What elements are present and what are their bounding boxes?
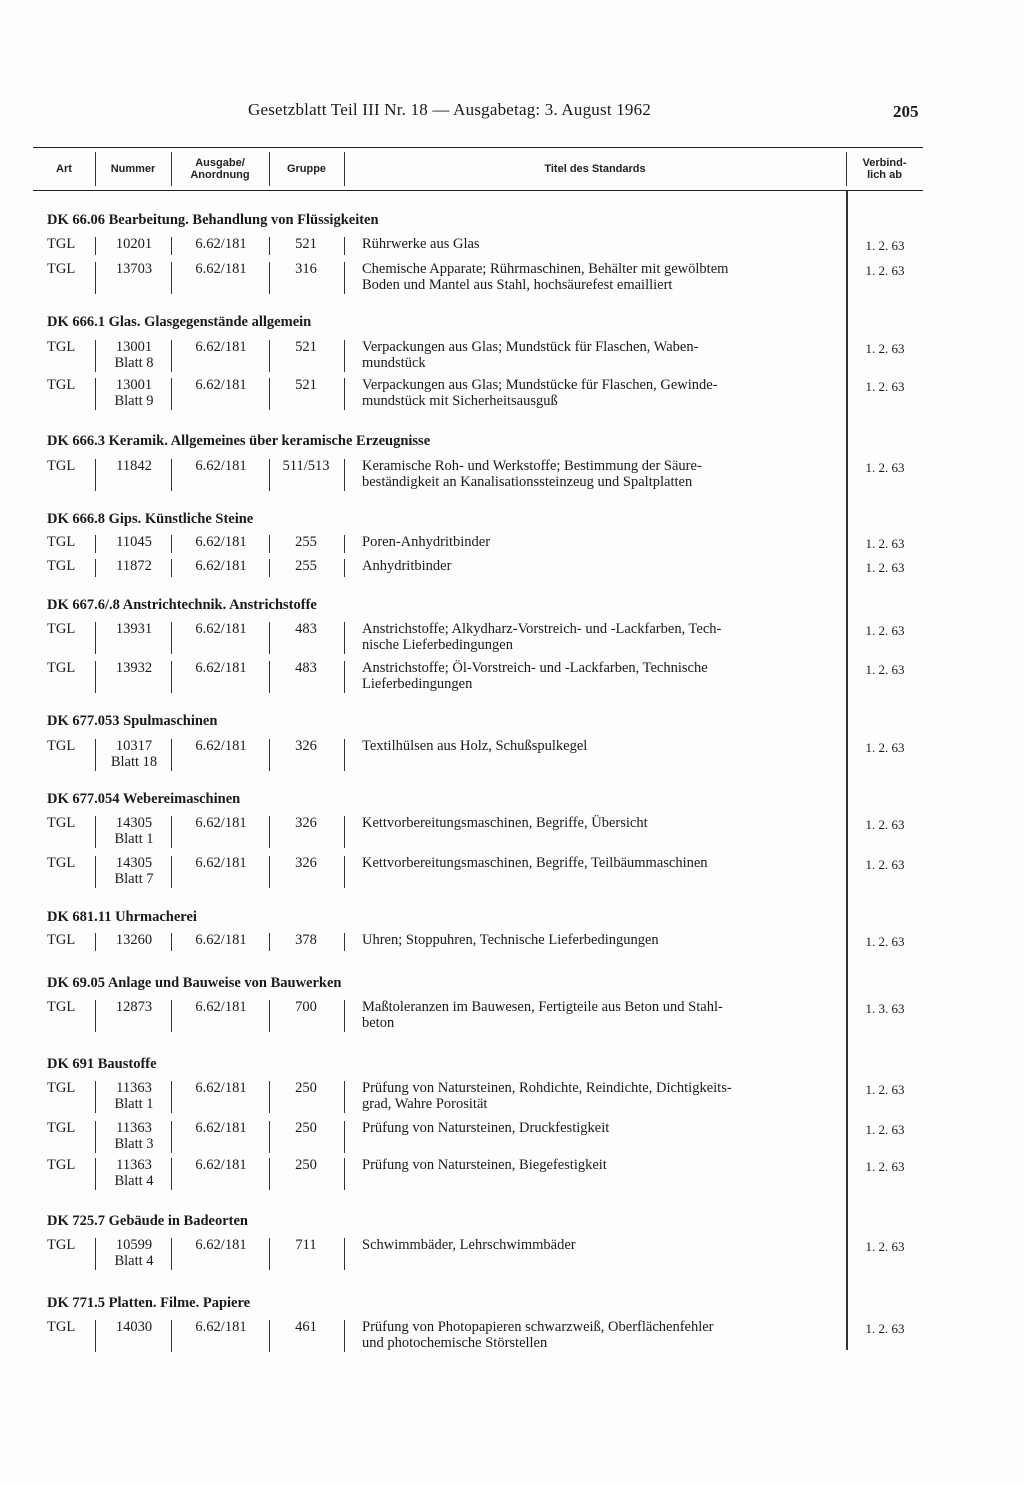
nummer-cell [98, 377, 170, 409]
titel-cell [362, 1157, 840, 1173]
ausgabe-cell: 6.62/181 [195, 377, 247, 393]
verbindlich-date: 1. 3. 63 [865, 1001, 905, 1016]
titel-line-2: Boden und Mantel aus Stahl, hochsäurefest emailliert [362, 277, 673, 293]
section-heading: DK 677.053 Spulmaschinen [47, 713, 218, 729]
gruppe-cell: 483 [295, 660, 317, 676]
titel-line-1: Poren-Anhydritbinder [362, 534, 491, 550]
column-divider [95, 739, 96, 771]
titel-cell [362, 236, 840, 252]
gruppe-cell: 250 [295, 1120, 317, 1136]
column-divider [269, 340, 270, 372]
titel-cell [362, 815, 840, 831]
page-title: Gesetzblatt Teil III Nr. 18 — Ausgabetag: 3. August 1962 [248, 100, 651, 119]
gruppe-cell: 326 [295, 738, 317, 754]
ausgabe-cell: 6.62/181 [195, 236, 247, 252]
column-divider [344, 1000, 345, 1032]
column-header-nummer: Nummer [110, 163, 156, 175]
nummer-cell [98, 339, 170, 371]
column-divider [269, 856, 270, 888]
titel-cell [362, 339, 840, 371]
nummer-value: 11363 [116, 1120, 152, 1136]
titel-line-1: Verpackungen aus Glas; Mundstück für Flaschen, Waben- [362, 339, 699, 355]
art-cell: TGL [47, 738, 76, 754]
nummer-cell [98, 815, 170, 847]
section-heading: DK 681.11 Uhrmacherei [47, 909, 197, 925]
nummer-value: 13001 [115, 377, 153, 393]
art-cell: TGL [47, 621, 76, 637]
nummer-value: 11363 [116, 1080, 152, 1096]
column-divider [171, 1238, 172, 1270]
column-divider [171, 661, 172, 693]
nummer-cell [98, 261, 170, 277]
column-divider [344, 933, 345, 951]
section-heading: DK 667.6/.8 Anstrichtechnik. Anstrichstoffe [47, 597, 317, 613]
verbindlich-date: 1. 2. 63 [865, 536, 905, 551]
blatt-value: Blatt 9 [114, 393, 154, 409]
column-divider [95, 1238, 96, 1270]
section-heading: DK 691 Baustoffe [47, 1056, 157, 1072]
nummer-value: 14305 [115, 855, 153, 871]
nummer-cell [98, 1157, 170, 1189]
nummer-cell [98, 660, 170, 676]
column-divider [344, 816, 345, 848]
blatt-value: Blatt 1 [114, 1096, 154, 1112]
verbindlich-date: 1. 2. 63 [865, 857, 905, 872]
column-divider [269, 933, 270, 951]
nummer-cell [98, 458, 170, 474]
titel-line-1: Anhydritbinder [362, 558, 452, 574]
nummer-value: 12873 [115, 999, 153, 1015]
column-divider [269, 1158, 270, 1190]
titel-cell [362, 621, 840, 653]
titel-cell [362, 1120, 840, 1136]
titel-line-1: Prüfung von Natursteinen, Biegefestigkeit [362, 1157, 607, 1173]
column-divider [171, 535, 172, 553]
art-cell: TGL [47, 1080, 76, 1096]
nummer-cell [98, 932, 170, 948]
ausgabe-cell: 6.62/181 [195, 621, 247, 637]
nummer-value: 11872 [116, 558, 152, 574]
titel-line-1: Prüfung von Natursteinen, Druckfestigkeit [362, 1120, 610, 1136]
column-divider [269, 1121, 270, 1153]
art-cell: TGL [47, 236, 76, 252]
titel-cell [362, 1080, 840, 1112]
column-divider [95, 661, 96, 693]
titel-cell [362, 855, 840, 871]
gruppe-cell: 255 [295, 534, 317, 550]
verbindlich-date: 1. 2. 63 [865, 379, 905, 394]
verbindlich-date: 1. 2. 63 [865, 1122, 905, 1137]
nummer-cell [98, 236, 170, 252]
ausgabe-cell: 6.62/181 [195, 1237, 247, 1253]
column-divider [344, 535, 345, 553]
column-divider [269, 1238, 270, 1270]
art-cell: TGL [47, 261, 76, 277]
ausgabe-cell: 6.62/181 [195, 932, 247, 948]
column-divider [171, 1081, 172, 1113]
gruppe-cell: 378 [295, 932, 317, 948]
column-divider [171, 262, 172, 294]
ausgabe-cell: 6.62/181 [195, 815, 247, 831]
column-header-titel: Titel des Standards [544, 163, 646, 175]
column-divider [95, 459, 96, 491]
column-divider [171, 378, 172, 410]
column-divider [171, 622, 172, 654]
column-divider [171, 816, 172, 848]
art-cell: TGL [47, 458, 76, 474]
section-heading: DK 666.8 Gips. Künstliche Steine [47, 511, 254, 527]
titel-cell [362, 660, 840, 692]
art-cell: TGL [47, 339, 76, 355]
section-heading: DK 677.054 Webereimaschinen [47, 791, 241, 807]
column-divider [171, 1000, 172, 1032]
gruppe-cell: 521 [295, 339, 317, 355]
column-divider [95, 1320, 96, 1352]
column-divider [344, 378, 345, 410]
nummer-cell [98, 1120, 170, 1152]
column-divider [269, 816, 270, 848]
art-cell: TGL [47, 815, 76, 831]
nummer-cell [98, 621, 170, 637]
column-divider [344, 459, 345, 491]
nummer-cell [98, 1237, 170, 1269]
gruppe-cell: 700 [295, 999, 317, 1015]
titel-line-1: Prüfung von Natursteinen, Rohdichte, Reindichte, Dichtigkeits- [362, 1080, 732, 1096]
column-divider [95, 816, 96, 848]
blatt-value: Blatt 1 [114, 831, 154, 847]
nummer-value: 13703 [115, 261, 153, 277]
column-divider [171, 933, 172, 951]
titel-cell [362, 558, 840, 574]
art-cell: TGL [47, 1120, 76, 1136]
art-cell: TGL [47, 558, 76, 574]
blatt-value: Blatt 8 [114, 355, 154, 371]
nummer-cell [98, 1319, 170, 1335]
column-divider [344, 1320, 345, 1352]
gruppe-cell: 326 [295, 815, 317, 831]
verbindlich-date: 1. 2. 63 [865, 341, 905, 356]
column-header-verbindlich: Verbind- lich ab [862, 157, 907, 181]
nummer-value: 13932 [115, 660, 153, 676]
column-divider [95, 535, 96, 553]
nummer-cell [98, 738, 170, 770]
column-header-ausgabe: Ausgabe/ Anordnung [190, 157, 250, 181]
gruppe-cell: 521 [295, 236, 317, 252]
titel-line-2: beton [362, 1015, 395, 1031]
titel-line-1: Textilhülsen aus Holz, Schußspulkegel [362, 738, 588, 754]
ausgabe-cell: 6.62/181 [195, 738, 247, 754]
section-heading: DK 69.05 Anlage und Bauweise von Bauwerken [47, 975, 342, 991]
column-divider [269, 661, 270, 693]
column-divider [344, 856, 345, 888]
gruppe-cell: 521 [295, 377, 317, 393]
column-divider [269, 1081, 270, 1113]
column-divider [269, 559, 270, 577]
titel-cell [362, 377, 840, 409]
titel-line-2: mundstück [362, 355, 426, 371]
column-divider [344, 1238, 345, 1270]
column-divider [95, 1081, 96, 1113]
titel-line-2: beständigkeit an Kanalisationssteinzeug und Spaltplatten [362, 474, 693, 490]
art-cell: TGL [47, 932, 76, 948]
verbindlich-date: 1. 2. 63 [865, 1239, 905, 1254]
column-divider [269, 622, 270, 654]
gruppe-cell: 316 [295, 261, 317, 277]
nummer-value: 13931 [115, 621, 153, 637]
titel-cell [362, 534, 840, 550]
titel-cell [362, 1319, 840, 1351]
verbindlich-date: 1. 2. 63 [865, 623, 905, 638]
nummer-value: 13260 [115, 932, 153, 948]
titel-line-1: Verpackungen aus Glas; Mundstücke für Flaschen, Gewinde- [362, 377, 718, 393]
column-divider [171, 559, 172, 577]
column-divider [95, 378, 96, 410]
column-divider [95, 340, 96, 372]
titel-line-1: Keramische Roh- und Werkstoffe; Bestimmung der Säure- [362, 458, 702, 474]
titel-cell [362, 458, 840, 490]
ausgabe-cell: 6.62/181 [195, 558, 247, 574]
nummer-cell [98, 534, 170, 550]
titel-line-2: und photochemische Störstellen [362, 1335, 548, 1351]
titel-line-1: Rührwerke aus Glas [362, 236, 480, 252]
section-heading: DK 666.3 Keramik. Allgemeines über keramische Erzeugnisse [47, 433, 431, 449]
titel-line-1: Prüfung von Photopapieren schwarzweiß, Oberflächenfehler [362, 1319, 714, 1335]
verbindlich-date: 1. 2. 63 [865, 460, 905, 475]
verbindlich-date: 1. 2. 63 [865, 740, 905, 755]
nummer-value: 10317 [115, 738, 153, 754]
verbindlich-date: 1. 2. 63 [865, 238, 905, 253]
ausgabe-cell: 6.62/181 [195, 855, 247, 871]
titel-cell [362, 932, 840, 948]
nummer-cell [98, 855, 170, 887]
art-cell: TGL [47, 999, 76, 1015]
blatt-value: Blatt 3 [114, 1136, 154, 1152]
nummer-value: 14030 [115, 1319, 153, 1335]
art-cell: TGL [47, 660, 76, 676]
art-cell: TGL [47, 1319, 76, 1335]
nummer-value: 13001 [115, 339, 153, 355]
ausgabe-cell: 6.62/181 [195, 261, 247, 277]
nummer-value: 14305 [115, 815, 153, 831]
verbindlich-date: 1. 2. 63 [865, 817, 905, 832]
ausgabe-cell: 6.62/181 [195, 1157, 247, 1173]
art-cell: TGL [47, 1157, 76, 1173]
section-heading: DK 66.06 Bearbeitung. Behandlung von Flüssigkeiten [47, 212, 379, 228]
column-divider [269, 262, 270, 294]
nummer-value: 11045 [116, 534, 152, 550]
blatt-value: Blatt 18 [110, 754, 158, 770]
gruppe-cell: 461 [295, 1319, 317, 1335]
column-divider [344, 262, 345, 294]
column-divider [171, 739, 172, 771]
art-cell: TGL [47, 377, 76, 393]
verbindlich-date: 1. 2. 63 [865, 560, 905, 575]
titel-line-2: mundstück mit Sicherheitsausguß [362, 393, 558, 409]
column-divider [95, 262, 96, 294]
blatt-value: Blatt 4 [114, 1173, 154, 1189]
titel-line-1: Chemische Apparate; Rührmaschinen, Behälter mit gewölbtem [362, 261, 729, 277]
column-divider [344, 1081, 345, 1113]
section-heading: DK 666.1 Glas. Glasgegenstände allgemein [47, 314, 312, 330]
column-divider [344, 1158, 345, 1190]
ausgabe-cell: 6.62/181 [195, 1120, 247, 1136]
verbindlich-date: 1. 2. 63 [865, 1321, 905, 1336]
column-divider [95, 933, 96, 951]
gruppe-cell: 255 [295, 558, 317, 574]
ausgabe-cell: 6.62/181 [195, 1080, 247, 1096]
column-header-art: Art [56, 163, 72, 175]
titel-line-1: Schwimmbäder, Lehrschwimmbäder [362, 1237, 576, 1253]
ausgabe-cell: 6.62/181 [195, 458, 247, 474]
art-cell: TGL [47, 855, 76, 871]
nummer-cell [98, 558, 170, 574]
titel-cell [362, 1237, 840, 1253]
titel-line-1: Kettvorbereitungsmaschinen, Begriffe, Übersicht [362, 815, 648, 831]
section-heading: DK 771.5 Platten. Filme. Papiere [47, 1295, 251, 1311]
column-divider [95, 622, 96, 654]
column-divider [95, 1158, 96, 1190]
column-divider [344, 661, 345, 693]
column-divider [344, 340, 345, 372]
column-divider [171, 237, 172, 255]
column-divider [344, 622, 345, 654]
column-divider [344, 739, 345, 771]
column-divider [269, 459, 270, 491]
column-divider [171, 340, 172, 372]
titel-line-1: Anstrichstoffe; Alkydharz-Vorstreich- und -Lackfarben, Tech- [362, 621, 722, 637]
gruppe-cell: 250 [295, 1080, 317, 1096]
page-number: 205 [893, 102, 919, 121]
ausgabe-cell: 6.62/181 [195, 660, 247, 676]
verbindlich-date: 1. 2. 63 [865, 934, 905, 949]
column-divider [269, 739, 270, 771]
art-cell: TGL [47, 1237, 76, 1253]
titel-line-2: nische Lieferbedingungen [362, 637, 513, 653]
nummer-cell [98, 999, 170, 1015]
column-divider [171, 856, 172, 888]
column-header-gruppe: Gruppe [286, 163, 327, 175]
gruppe-cell: 711 [295, 1237, 317, 1253]
titel-line-1: Anstrichstoffe; Öl-Vorstreich- und -Lackfarben, Technische [362, 660, 708, 676]
blatt-value: Blatt 7 [114, 871, 154, 887]
column-divider [269, 1320, 270, 1352]
blatt-value: Blatt 4 [114, 1253, 154, 1269]
column-divider [171, 1121, 172, 1153]
column-divider [171, 459, 172, 491]
nummer-value: 11363 [116, 1157, 152, 1173]
ausgabe-cell: 6.62/181 [195, 534, 247, 550]
nummer-value: 10599 [115, 1237, 153, 1253]
column-divider [344, 1121, 345, 1153]
column-divider [269, 237, 270, 255]
section-heading: DK 725.7 Gebäude in Badeorten [47, 1213, 248, 1229]
ausgabe-cell: 6.62/181 [195, 1319, 247, 1335]
column-divider [269, 1000, 270, 1032]
column-divider [269, 535, 270, 553]
gruppe-cell: 326 [295, 855, 317, 871]
nummer-value: 10201 [115, 236, 153, 252]
titel-line-2: Lieferbedingungen [362, 676, 473, 692]
gruppe-cell: 250 [295, 1157, 317, 1173]
nummer-value: 11842 [116, 458, 152, 474]
titel-cell [362, 738, 840, 754]
gruppe-cell: 483 [295, 621, 317, 637]
column-divider [95, 1121, 96, 1153]
verbindlich-date: 1. 2. 63 [865, 263, 905, 278]
art-cell: TGL [47, 534, 76, 550]
titel-line-1: Uhren; Stoppuhren, Technische Lieferbedingungen [362, 932, 659, 948]
nummer-cell [98, 1080, 170, 1112]
column-divider [344, 559, 345, 577]
verbindlich-date: 1. 2. 63 [865, 662, 905, 677]
ausgabe-cell: 6.62/181 [195, 999, 247, 1015]
column-divider [269, 378, 270, 410]
column-divider [171, 1320, 172, 1352]
column-divider [95, 237, 96, 255]
column-divider [95, 856, 96, 888]
column-divider [95, 559, 96, 577]
column-divider [95, 1000, 96, 1032]
titel-line-1: Kettvorbereitungsmaschinen, Begriffe, Teilbäummaschinen [362, 855, 708, 871]
titel-line-1: Maßtoleranzen im Bauwesen, Fertigteile aus Beton und Stahl- [362, 999, 723, 1015]
column-divider [344, 237, 345, 255]
gruppe-cell: 511/513 [282, 458, 330, 474]
column-divider [171, 1158, 172, 1190]
titel-cell [362, 999, 840, 1031]
verbindlich-date: 1. 2. 63 [865, 1159, 905, 1174]
titel-line-2: grad, Wahre Porosität [362, 1096, 488, 1112]
titel-cell [362, 261, 840, 293]
verbindlich-date: 1. 2. 63 [865, 1082, 905, 1097]
ausgabe-cell: 6.62/181 [195, 339, 247, 355]
